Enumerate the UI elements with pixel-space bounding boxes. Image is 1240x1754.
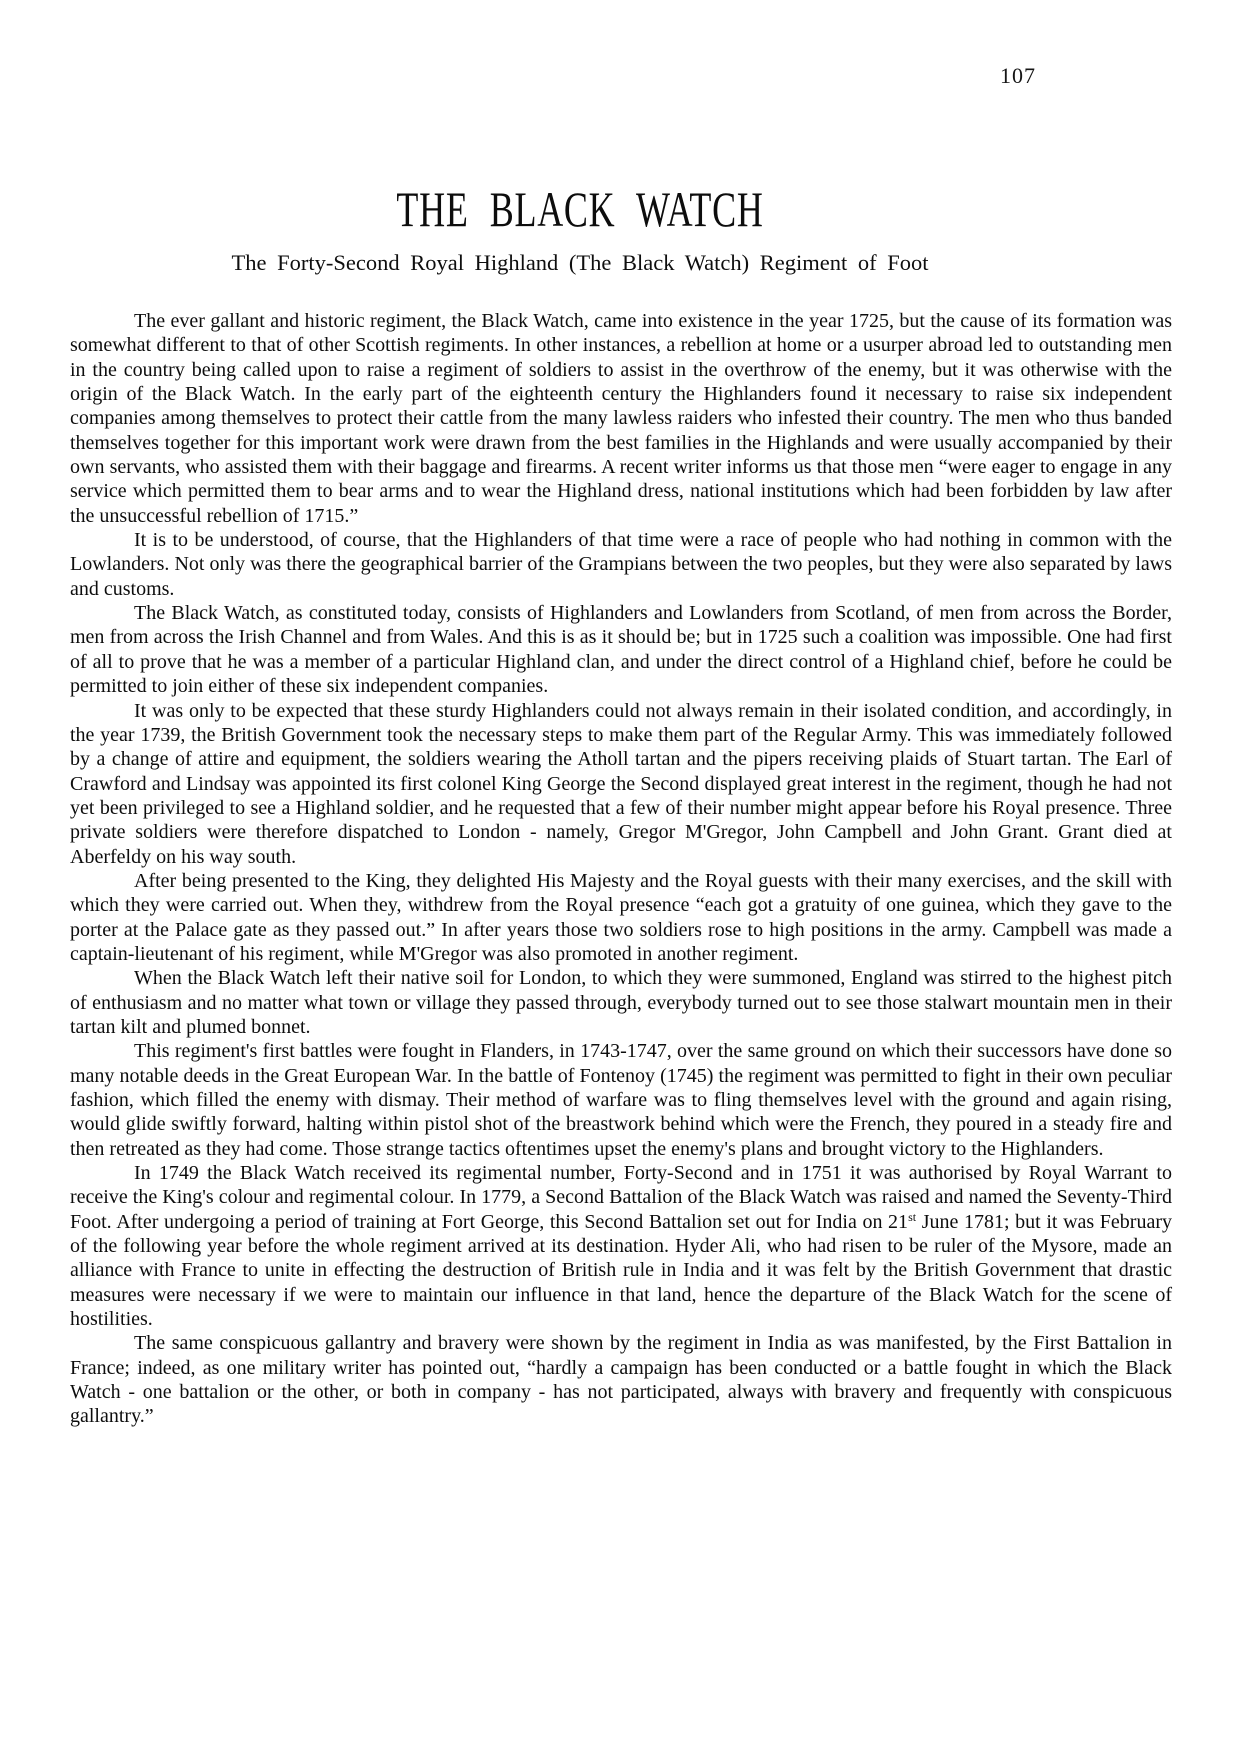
body-text [70,309,1172,1429]
paragraph [70,528,1172,601]
paragraph-text: The Black Watch, as constituted today, consists of Highlanders and Lowlanders from Scotland, of men from across the Border, men from across the Irish Channel and from Wales. And this is as it should be; but in 1725 such a coalition was impossible. One had first of all to prove that he was a member of a particular Highland clan, and under the direct control of a Highland chief, before he could be permitted to join either of these six independent companies. [70,602,1172,698]
paragraph-text: The ever gallant and historic regiment, the Black Watch, came into existence in the year 1725, but the cause of its formation was somewhat different to that of other Scottish regiments. In other instances, a rebellion at home or a usurper abroad led to outstanding men in the country being called upon to raise a regiment of soldiers to assist in the overthrow of the enemy, but it was otherwise with the origin of the Black Watch. In the early part of the eighteenth century the Highlanders found it necessary to raise six independent companies among themselves to protect their cattle from the many lawless raiders who infested their country. The men who thus banded themselves together for this important work were drawn from the best families in the Highlands and were usually accompanied by their own servants, who assisted them with their baggage and firearms. A recent writer informs us that those men “were eager to engage in any service which permitted them to bear arms and to wear the Highland dress, national institutions which had been forbidden by law after the unsuccessful rebellion of 1715.” [70,310,1172,527]
paragraph [70,601,1172,698]
paragraph-text: In 1749 the Black Watch received its regimental number, Forty-Second and in 1751 it was authorised by Royal Warrant to receive the King's colour and regimental colour. In 1779, a Second Battalion of the Black Watch was raised and named the Seventy-Third Foot. After undergoing a period of training at Fort George, this Second Battalion set out for India on 21 [70,1162,1172,1233]
superscript-text: st [908,1209,917,1224]
page-subtitle: The Forty-Second Royal Highland (The Black Watch) Regiment of Foot [231,250,929,275]
paragraph-text: This regiment's first battles were fought in Flanders, in 1743-1747, over the same ground on which their successors have done so many notable deeds in the Great European War. In the battle of Fontenoy (1745) the regiment was permitted to fight in their own peculiar fashion, which filled the enemy with dismay. Their method of warfare was to fling themselves level with the ground and again rising, would glide swiftly forward, halting within pistol shot of the breastwork behind which were the French, they poured in a steady fire and then retreated as they had come. Those strange tactics oftentimes upset the enemy's plans and brought victory to the Highlanders. [70,1040,1172,1160]
paragraph [70,1161,1172,1331]
paragraph [70,966,1172,1039]
paragraph-text: After being presented to the King, they delighted His Majesty and the Royal guests with their many exercises, and the skill with which they were carried out. When they, withdrew from the Royal presence “each got a gratuity of one guinea, which they gave to the porter at the Palace gate as they passed out.” In after years those two soldiers rose to high positions in the army. Campbell was made a captain-lieutenant of his regiment, while M'Gregor was also promoted in another regiment. [70,869,1172,965]
paragraph-text: The same conspicuous gallantry and bravery were shown by the regiment in India as was manifested, by the First Battalion in France; indeed, as one military writer has pointed out, “hardly a campaign has been conducted or a battle fought in which the Black Watch - one battalion or the other, or both in company - has not participated, always with bravery and frequently with conspicuous gallantry.” [70,1332,1172,1428]
paragraph [70,869,1172,966]
paragraph [70,1331,1172,1428]
page-number: 107 [1000,63,1036,88]
paragraph [70,309,1172,528]
paragraph [70,1039,1172,1161]
page-title [20,183,1140,235]
paragraph-text: It was only to be expected that these sturdy Highlanders could not always remain in their isolated condition, and accordingly, in the year 1739, the British Government took the necessary steps to make them part of the Regular Army. This was immediately followed by a change of attire and equipment, the soldiers wearing the Atholl tartan and the pipers receiving plaids of Stuart tartan. The Earl of Crawford and Lindsay was appointed its first colonel King George the Second displayed great interest in the regiment, though he had not yet been privileged to see a Highland soldier, and he requested that a few of their number might appear before his Royal presence. Three private soldiers were therefore dispatched to London - namely, Gregor M'Gregor, John Campbell and John Grant. Grant died at Aberfeldy on his way south. [70,699,1172,868]
paragraph-text: June 1781; but it was February of the following year before the whole regiment arrived at its destination. Hyder Ali, who had risen to be ruler of the Mysore, made an alliance with France to unite in effecting the destruction of British rule in India and it was felt by the British Government that drastic measures were necessary if we were to maintain our influence in that land, hence the departure of the Black Watch for the scene of hostilities. [70,1210,1172,1331]
paragraph-text: It is to be understood, of course, that the Highlanders of that time were a race of people who had nothing in common with the Lowlanders. Not only was there the geographical barrier of the Grampians between the two peoples, but they were also separated by laws and customs. [70,529,1172,600]
paragraph [70,699,1172,869]
page-title-text: THE BLACK WATCH [396,181,764,237]
paragraph-text: When the Black Watch left their native soil for London, to which they were summoned, England was stirred to the highest pitch of enthusiasm and no matter what town or village they passed through, everybody turned out to see those stalwart mountain men in their tartan kilt and plumed bonnet. [70,967,1172,1038]
